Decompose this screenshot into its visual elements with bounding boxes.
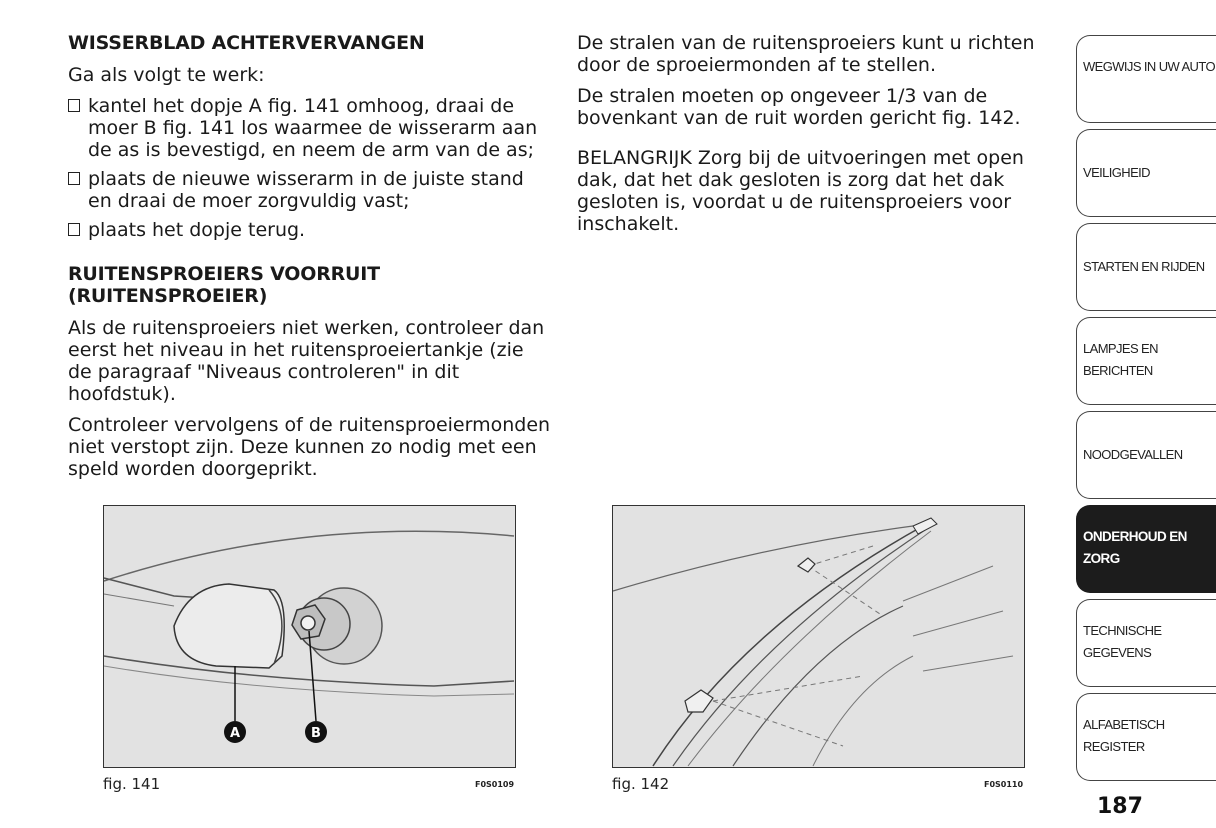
figure-caption: fig. 141: [103, 775, 161, 793]
list-item: [68, 168, 553, 212]
section-heading-washers: RUITENSPROEIERS VOORRUIT (RUITENSPROEIER): [68, 263, 380, 307]
figure-code: F0S0110: [984, 780, 1024, 789]
intro-text: Ga als volgt te werk:: [68, 64, 265, 86]
tab-register[interactable]: ALFABETISCH REGISTER: [1076, 693, 1216, 781]
checkbox-bullet-icon: [68, 223, 80, 236]
tab-veiligheid[interactable]: VEILIGHEID: [1076, 129, 1216, 217]
tab-onderhoud[interactable]: ONDERHOUD EN ZORG: [1076, 505, 1216, 593]
left-column: [68, 32, 553, 489]
right-column: [577, 32, 1057, 244]
figure-142-illustration: [612, 505, 1025, 768]
wiper-arm-illustration: [104, 506, 514, 766]
tab-starten[interactable]: STARTEN EN RIJDEN: [1076, 223, 1216, 311]
figure-141-illustration: [103, 505, 516, 768]
paragraph: BELANGRIJK Zorg bij de uitvoeringen met open dak, dat het dak gesloten is zorg dat het dak gesloten is, voordat u de ruitensproeiers voor inschakelt.: [577, 147, 1024, 235]
tab-lampjes[interactable]: LAMPJES EN BERICHTEN: [1076, 317, 1216, 405]
figure-code: F0S0109: [475, 780, 515, 789]
list-item: [68, 219, 553, 241]
list-item-text: kantel het dopje A fig. 141 omhoog, draai de moer B fig. 141 los waarmee de wisserarm aan de as is bevestigd, en neem de arm van de as;: [88, 95, 538, 161]
washer-jets-illustration: [613, 506, 1023, 766]
tab-technische[interactable]: TECHNISCHE GEGEVENS: [1076, 599, 1216, 687]
checkbox-bullet-icon: [68, 99, 80, 112]
tab-wegwijs[interactable]: WEGWIJS IN UW AUTO: [1076, 35, 1216, 123]
paragraph: Controleer vervolgens of de ruitensproeiermonden niet verstopt zijn. Deze kunnen zo nodig met een speld worden doorgeprikt.: [68, 414, 551, 480]
paragraph: De stralen van de ruitensproeiers kunt u richten door de sproeiermonden af te stellen.: [577, 32, 1035, 76]
paragraph: De stralen moeten op ongeveer 1/3 van de bovenkant van de ruit worden gericht fig. 142.: [577, 85, 1021, 129]
list-item-text: plaats het dopje terug.: [88, 219, 306, 241]
page-number: 187: [1097, 794, 1143, 819]
paragraph: Als de ruitensproeiers niet werken, controleer dan eerst het niveau in het ruitensproeiertankje (zie de paragraaf "Niveaus controleren" in dit hoofdstuk).: [68, 317, 545, 405]
figure-caption: fig. 142: [612, 775, 670, 793]
label-a: A: [229, 726, 241, 741]
tab-noodgevallen[interactable]: NOODGEVALLEN: [1076, 411, 1216, 499]
list-item-text: plaats de nieuwe wisserarm in de juiste stand en draai de moer zorgvuldig vast;: [88, 168, 524, 212]
checkbox-bullet-icon: [68, 172, 80, 185]
section-heading-wiper: WISSERBLAD ACHTERVERVANGEN: [68, 32, 425, 54]
label-b: B: [311, 726, 321, 741]
list-item: [68, 95, 553, 161]
